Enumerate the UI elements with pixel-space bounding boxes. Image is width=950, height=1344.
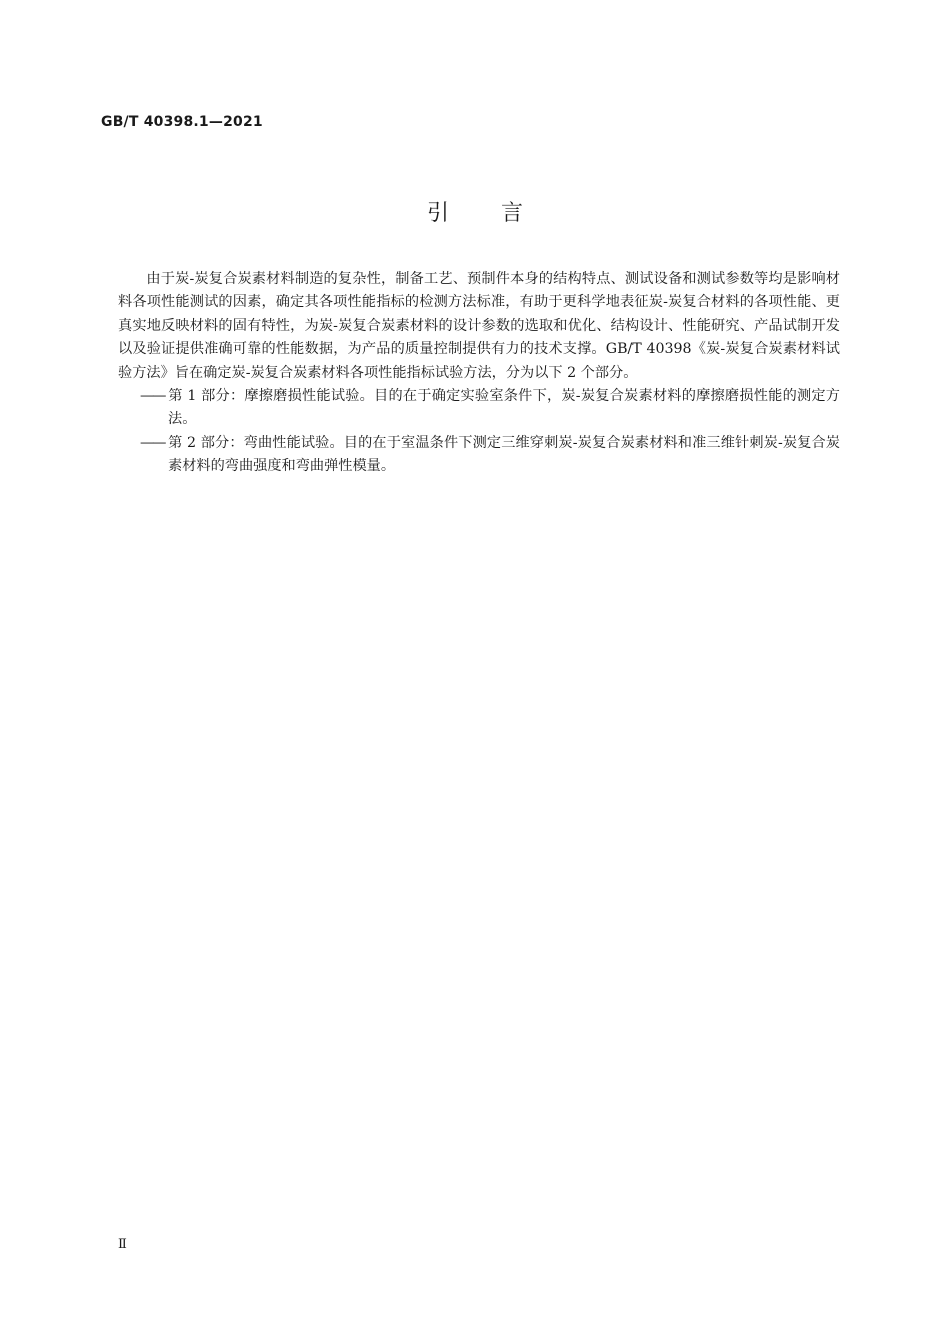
list-dash: —— <box>140 388 165 405</box>
section-title-part1: 引 <box>426 201 449 226</box>
section-title-part2: 言 <box>501 201 524 226</box>
list-item-text: 第 2 部分：弯曲性能试验。目的在于室温条件下测定三维穿刺炭-炭复合炭素材料和准三维针刺炭-炭复合炭素材料的弯曲强度和弯曲弹性模量。 <box>168 434 840 475</box>
introduction-body <box>118 268 840 479</box>
list-item-part-2 <box>118 432 840 479</box>
list-item-text: 第 1 部分：摩擦磨损性能试验。目的在于确定实验室条件下，炭-炭复合炭素材料的摩擦磨损性能的测定方法。 <box>168 388 840 428</box>
list-item-part-1 <box>118 385 840 432</box>
standard-code: GB/T 40398.1—2021 <box>101 114 263 130</box>
intro-paragraph: 由于炭-炭复合炭素材料制造的复杂性，制备工艺、预制件本身的结构特点、测试设备和测试参数等均是影响材料各项性能测试的因素，确定其各项性能指标的检测方法标准，有助于更科学地表征炭-炭复合材料的各项性能、更真实地反映材料的固有特性，为炭-炭复合炭素材料的设计参数的选取和优化、结构设计、性能研究、产品试制开发以及验证提供准确可靠的性能数据，为产品的质量控制提供有力的技术支撑。GB/T 40398《炭-炭复合炭素材料试验方法》旨在确定炭-炭复合炭素材料各项性能指标试验方法，分为以下 2 个部分。 <box>118 271 840 381</box>
section-title <box>0 196 950 227</box>
list-dash: —— <box>140 434 165 451</box>
page-number: Ⅱ <box>118 1237 127 1252</box>
